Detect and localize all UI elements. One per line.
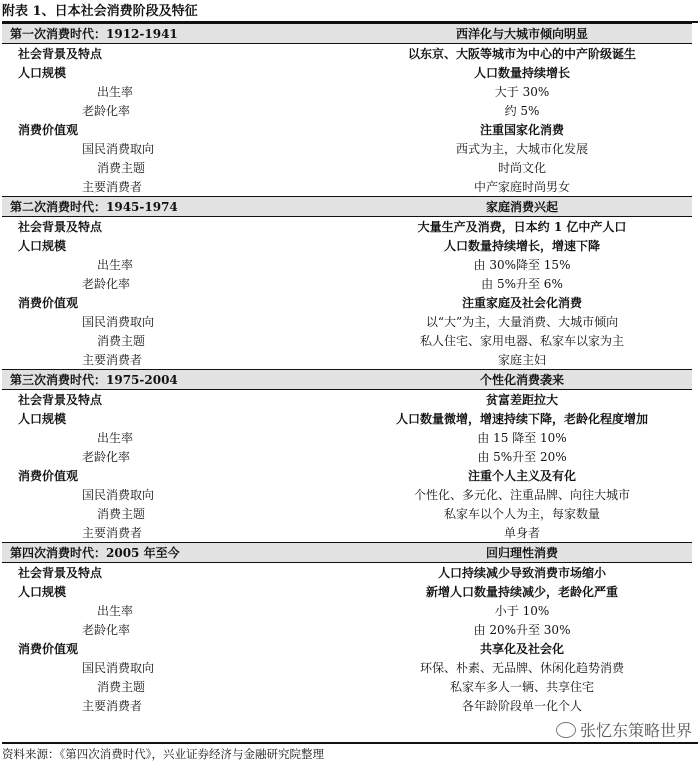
row-value: 注重国家化消费 — [479, 123, 564, 137]
row-label: 主要消费者 — [82, 526, 143, 540]
table-row — [2, 696, 692, 715]
row-label: 主要消费者 — [82, 353, 143, 367]
row-label: 消费价值观 — [18, 296, 79, 310]
table-row — [2, 563, 692, 582]
row-value: 由 15 降至 10% — [477, 431, 567, 445]
row-value: 大量生产及消费，日本约 1 亿中产人口 — [417, 220, 627, 234]
table-row — [2, 485, 692, 504]
era-theme: 家庭消费兴起 — [485, 200, 558, 214]
row-label: 出生率 — [97, 85, 134, 99]
table-row — [2, 390, 692, 409]
watermark — [556, 718, 692, 741]
row-value: 以“大”为主，大量消费、大城市倾向 — [425, 315, 619, 329]
row-value: 注重家庭及社会化消费 — [461, 296, 582, 310]
era-theme: 回归理性消费 — [485, 546, 558, 560]
table-row — [2, 466, 692, 485]
consumption-eras-table — [2, 23, 692, 715]
row-value: 人口数量微增，增速持续下降，老龄化程度增加 — [395, 412, 648, 426]
table-row — [2, 139, 692, 158]
row-label: 人口规模 — [18, 239, 67, 253]
table-row — [2, 293, 692, 312]
table-row — [2, 217, 692, 236]
row-label: 消费主题 — [97, 161, 146, 175]
table-row — [2, 274, 692, 293]
era-label: 第四次消费时代：2005 年至今 — [10, 546, 180, 560]
row-value: 时尚文化 — [497, 161, 546, 175]
watermark-text: 张忆东策略世界 — [579, 721, 692, 740]
table-row — [2, 620, 692, 639]
row-label: 出生率 — [97, 431, 134, 445]
table-row — [2, 82, 692, 101]
table-row — [2, 523, 692, 542]
row-value: 注重个人主义及有化 — [467, 469, 576, 483]
row-label: 主要消费者 — [82, 699, 143, 713]
row-label: 出生率 — [97, 604, 134, 618]
source-note: 资料来源：《第四次消费时代》，兴业证券经济与金融研究院整理 — [2, 742, 698, 764]
table-row — [2, 428, 692, 447]
row-label: 人口规模 — [18, 585, 67, 599]
table-row — [2, 350, 692, 369]
row-label: 消费价值观 — [18, 469, 79, 483]
row-label: 老龄化率 — [82, 104, 131, 118]
table-row — [2, 120, 692, 139]
row-value: 小于 10% — [494, 604, 550, 618]
row-label: 出生率 — [97, 258, 134, 272]
row-value: 单身者 — [503, 526, 540, 540]
row-label: 社会背景及特点 — [18, 393, 103, 407]
row-label: 国民消费取向 — [82, 488, 155, 502]
table-row — [2, 312, 692, 331]
row-value: 贫富差距拉大 — [485, 393, 558, 407]
wechat-icon — [556, 722, 576, 738]
era-header — [2, 369, 692, 390]
row-label: 老龄化率 — [82, 277, 131, 291]
table-row — [2, 101, 692, 120]
row-value: 人口持续减少导致消费市场缩小 — [437, 566, 606, 580]
row-value: 西式为主，大城市化发展 — [455, 142, 588, 156]
row-value: 环保、朴素、无品牌、休闲化趋势消费 — [419, 661, 624, 675]
row-value: 个性化、多元化、注重品牌、向往大城市 — [413, 488, 630, 502]
row-value: 由 5%升至 6% — [481, 277, 563, 291]
table-row — [2, 158, 692, 177]
era-theme: 西洋化与大城市倾向明显 — [455, 27, 588, 41]
era-theme: 个性化消费袭来 — [479, 373, 564, 387]
table-row — [2, 255, 692, 274]
table-title: 附表 1、日本社会消费阶段及特征 — [2, 2, 698, 23]
row-label: 社会背景及特点 — [18, 47, 103, 61]
table-row — [2, 236, 692, 255]
row-label: 主要消费者 — [82, 180, 143, 194]
table-row — [2, 331, 692, 350]
table-row — [2, 44, 692, 63]
row-value: 由 30%降至 15% — [473, 258, 571, 272]
row-label: 国民消费取向 — [82, 142, 155, 156]
table-row — [2, 658, 692, 677]
row-value: 家庭主妇 — [497, 353, 546, 367]
row-label: 消费主题 — [97, 334, 146, 348]
table-row — [2, 63, 692, 82]
row-value: 各年龄阶段单一化个人 — [461, 699, 582, 713]
era-label: 第二次消费时代：1945-1974 — [10, 200, 178, 214]
row-label: 老龄化率 — [82, 623, 131, 637]
table-row — [2, 409, 692, 428]
era-header — [2, 542, 692, 563]
era-header — [2, 23, 692, 44]
row-value: 由 20%升至 30% — [473, 623, 571, 637]
row-label: 社会背景及特点 — [18, 566, 103, 580]
row-label: 社会背景及特点 — [18, 220, 103, 234]
row-label: 人口规模 — [18, 412, 67, 426]
row-label: 国民消费取向 — [82, 661, 155, 675]
row-value: 大于 30% — [494, 85, 550, 99]
row-value: 私家车以个人为主，每家数量 — [443, 507, 600, 521]
row-label: 消费主题 — [97, 680, 146, 694]
era-label: 第一次消费时代：1912-1941 — [10, 27, 178, 41]
row-label: 国民消费取向 — [82, 315, 155, 329]
table-row — [2, 639, 692, 658]
table-row — [2, 447, 692, 466]
row-value: 中产家庭时尚男女 — [473, 180, 570, 194]
row-label: 消费价值观 — [18, 642, 79, 656]
row-value: 私家车多人一辆、共享住宅 — [449, 680, 594, 694]
table-row — [2, 582, 692, 601]
row-value: 以东京、大阪等城市为中心的中产阶级诞生 — [407, 47, 636, 61]
table-row — [2, 677, 692, 696]
era-header — [2, 196, 692, 217]
row-value: 由 5%升至 20% — [477, 450, 567, 464]
row-value: 人口数量持续增长，增速下降 — [443, 239, 600, 253]
era-label: 第三次消费时代：1975-2004 — [10, 373, 178, 387]
table-row — [2, 504, 692, 523]
row-value: 私人住宅、家用电器、私家车以家为主 — [419, 334, 624, 348]
row-value: 约 5% — [504, 104, 540, 118]
row-label: 老龄化率 — [82, 450, 131, 464]
row-label: 消费主题 — [97, 507, 146, 521]
table-row — [2, 177, 692, 196]
row-value: 新增人口数量持续减少，老龄化严重 — [425, 585, 618, 599]
row-value: 人口数量持续增长 — [473, 66, 570, 80]
row-value: 共享化及社会化 — [479, 642, 564, 656]
row-label: 消费价值观 — [18, 123, 79, 137]
row-label: 人口规模 — [18, 66, 67, 80]
table-row — [2, 601, 692, 620]
